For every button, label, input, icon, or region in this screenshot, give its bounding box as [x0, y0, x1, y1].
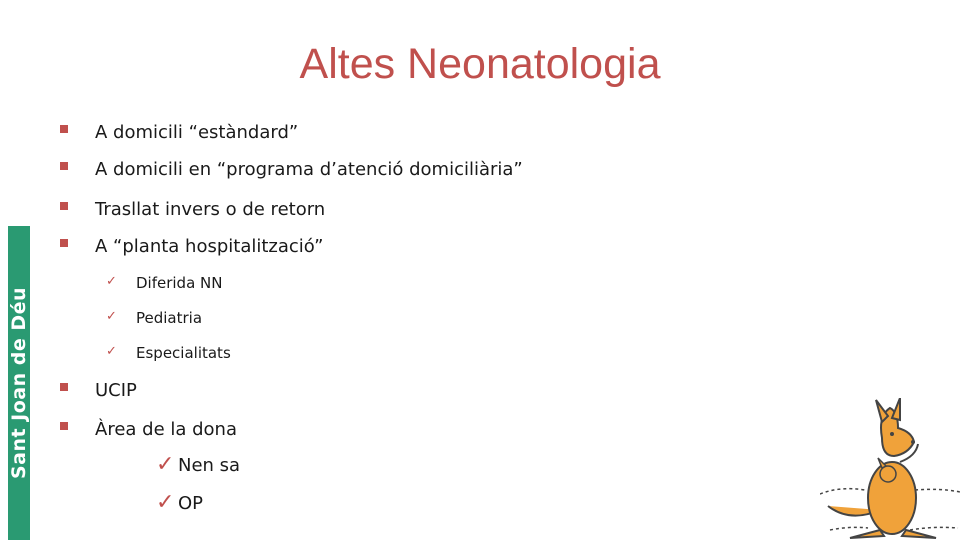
kangaroo-illustration	[820, 398, 960, 540]
square-bullet-icon	[60, 125, 68, 133]
checkmark-icon: ✓	[106, 274, 117, 289]
checkmark-icon: ✓	[156, 452, 175, 477]
square-bullet-icon	[60, 162, 68, 170]
square-bullet-icon	[60, 239, 68, 247]
checkmark-icon: ✓	[106, 344, 117, 359]
square-bullet-icon	[60, 202, 68, 210]
bullet-list: A domicili “estàndard” A domicili en “programa d’atenció domiciliària” Trasllat invers o de retorn A “planta hospitalització” ✓ Diferida NN ✓ Pediatria ✓ Especialitats UCIP Àrea de la dona ✓ Nen sa ✓ OP	[0, 0, 960, 540]
slide-title: Altes Neonatologia	[299, 40, 661, 88]
checkmark-icon: ✓	[106, 309, 117, 324]
square-bullet-icon	[60, 422, 68, 430]
checkmark-icon: ✓	[156, 490, 175, 515]
square-bullet-icon	[60, 383, 68, 391]
brand-logo-text: Sant Joan de Déu	[8, 286, 30, 480]
